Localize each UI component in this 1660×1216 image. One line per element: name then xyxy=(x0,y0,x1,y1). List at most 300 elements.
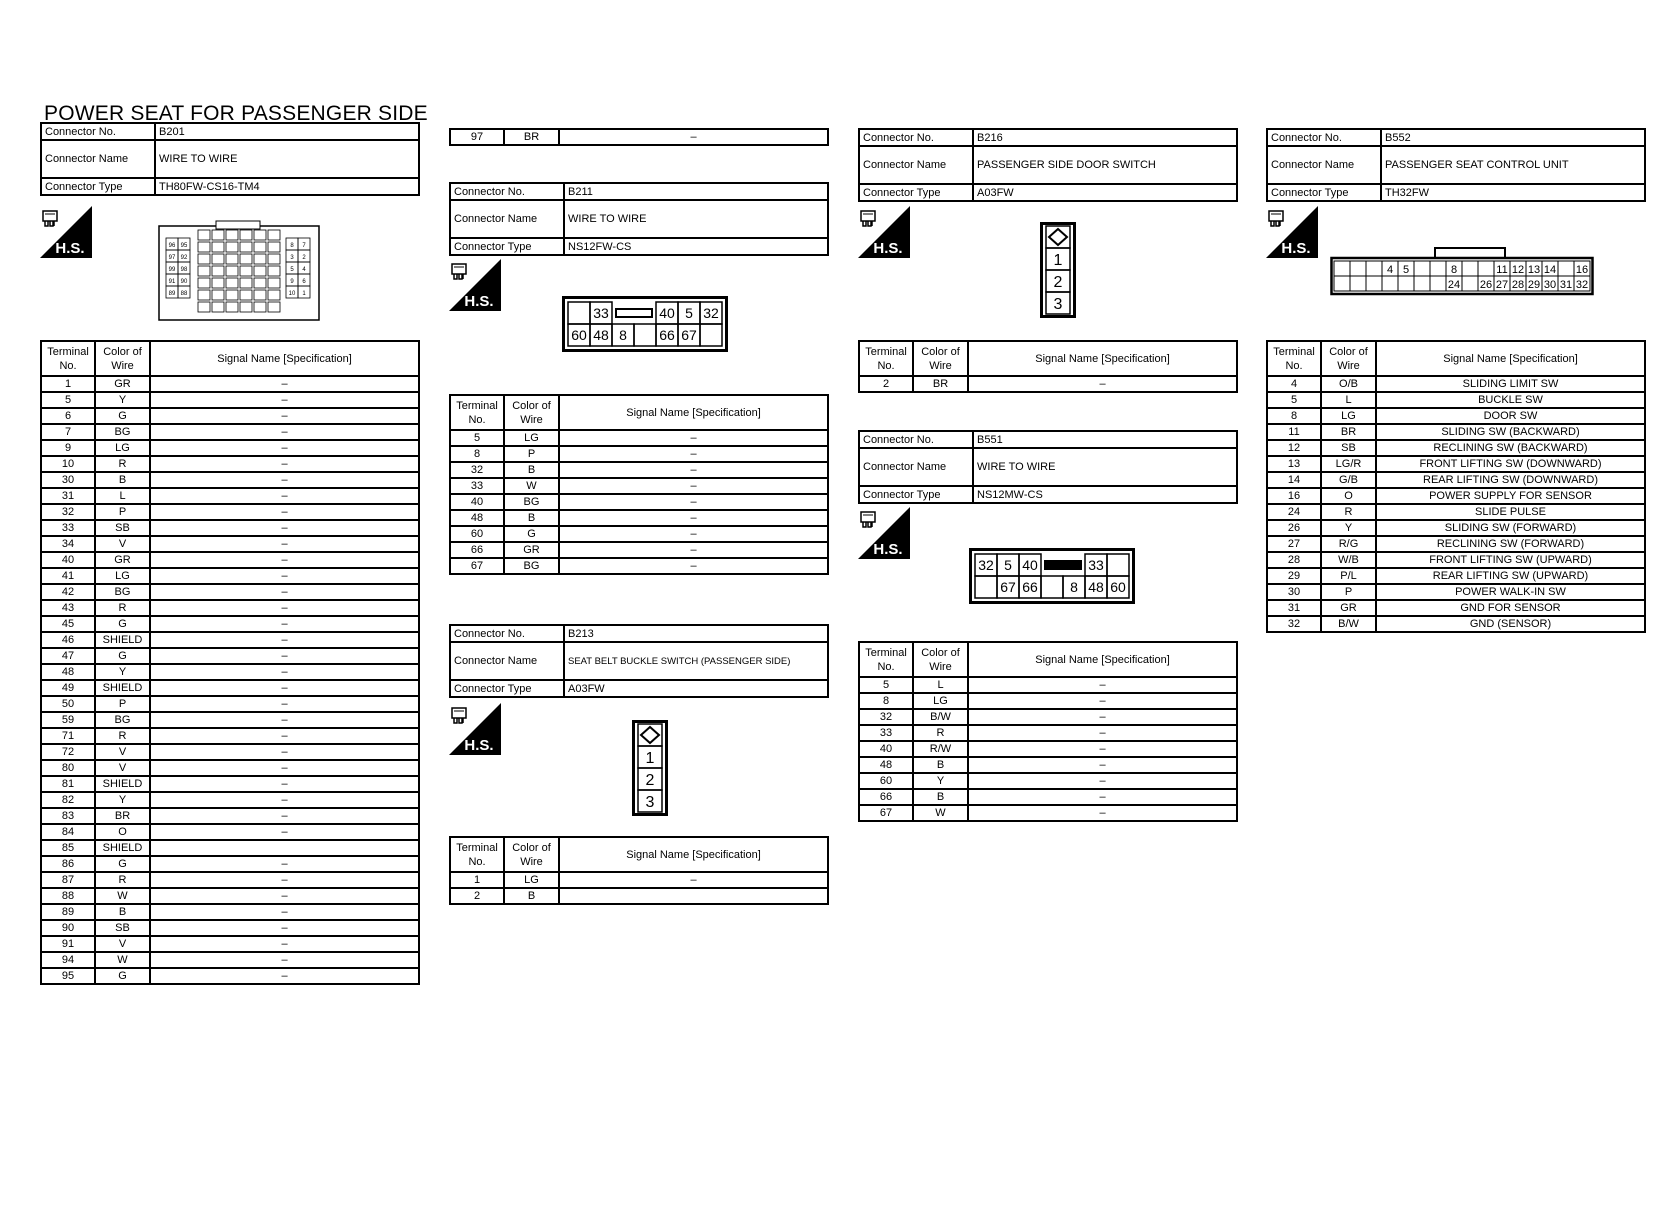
connector-type-value: TH80FW-CS16-TM4 xyxy=(155,178,419,195)
page-title: POWER SEAT FOR PASSENGER SIDE xyxy=(44,102,428,125)
wire-color-cell: R xyxy=(913,725,968,741)
table-row xyxy=(41,392,419,408)
header-color-of-wire: Color of Wire xyxy=(913,642,968,677)
signal-name-cell: – xyxy=(150,440,419,456)
hs-badge-label: H.S. xyxy=(1281,240,1311,257)
signal-name-cell: DOOR SW xyxy=(1376,408,1645,424)
terminal-no-cell: 94 xyxy=(41,952,95,968)
pin-label: 2 xyxy=(1053,274,1063,291)
pin-label: 89 xyxy=(168,291,176,297)
label-connector-name: Connector Name xyxy=(450,642,564,680)
wire-color-cell: B xyxy=(95,472,150,488)
pin-label: 12 xyxy=(1511,264,1525,276)
pin-label: 30 xyxy=(1543,279,1557,291)
pin-label: 3 xyxy=(645,794,655,811)
connector-no-value: B213 xyxy=(564,625,828,642)
connector-face-b213 xyxy=(632,720,668,816)
terminal-no-cell: 88 xyxy=(41,888,95,904)
wire-color-cell: LG xyxy=(95,568,150,584)
wire-color-cell: SHIELD xyxy=(95,776,150,792)
signal-name-cell: – xyxy=(559,446,828,462)
connector-name-value: SEAT BELT BUCKLE SWITCH (PASSENGER SIDE) xyxy=(564,642,828,680)
terminal-no-cell: 6 xyxy=(41,408,95,424)
terminal-no-cell: 95 xyxy=(41,968,95,984)
signal-name-cell: – xyxy=(150,616,419,632)
signal-name-cell: POWER WALK-IN SW xyxy=(1376,584,1645,600)
signal-name-cell: – xyxy=(150,600,419,616)
wire-color-cell: LG xyxy=(913,693,968,709)
wire-color-cell: BG xyxy=(95,712,150,728)
table-row xyxy=(1267,408,1645,424)
wire-color-cell: R xyxy=(1321,504,1376,520)
signal-name-cell: – xyxy=(559,526,828,542)
table-row xyxy=(41,408,419,424)
connector-no-value: B211 xyxy=(564,183,828,200)
wire-color-cell: R/W xyxy=(913,741,968,757)
table-row xyxy=(1267,520,1645,536)
table-row xyxy=(450,888,828,904)
table-row xyxy=(450,478,828,494)
signal-name-cell: – xyxy=(150,936,419,952)
header-terminal-no: Terminal No. xyxy=(859,341,913,376)
wire-color-cell: GR xyxy=(504,542,559,558)
pin-label: 5 xyxy=(1004,557,1012,573)
pin-label: 10 xyxy=(288,291,296,297)
table-row xyxy=(450,526,828,542)
signal-name-cell: – xyxy=(150,920,419,936)
terminal-no-cell: 16 xyxy=(1267,488,1321,504)
pin-label: 3 xyxy=(290,255,294,261)
wire-color-cell: L xyxy=(913,677,968,693)
table-row xyxy=(1267,456,1645,472)
connector-face-b211 xyxy=(562,296,728,352)
table-row xyxy=(450,872,828,888)
connector-info-table xyxy=(40,122,420,196)
wire-color-cell: R xyxy=(95,600,150,616)
wire-color-cell: W xyxy=(95,952,150,968)
wire-color-cell: BG xyxy=(504,494,559,510)
terminal-table-b211 xyxy=(449,394,829,575)
table-row xyxy=(859,709,1237,725)
signal-name-cell: GND FOR SENSOR xyxy=(1376,600,1645,616)
table-row xyxy=(41,920,419,936)
header-color-of-wire: Color of Wire xyxy=(504,837,559,872)
table-row xyxy=(41,952,419,968)
table-row xyxy=(1267,440,1645,456)
table-row xyxy=(859,741,1237,757)
signal-name-cell: – xyxy=(559,872,828,888)
wire-color-cell: W/B xyxy=(1321,552,1376,568)
table-row xyxy=(1267,488,1645,504)
table-row xyxy=(41,440,419,456)
terminal-no-cell: 32 xyxy=(450,462,504,478)
terminal-no-cell: 10 xyxy=(41,456,95,472)
connector-name-value: PASSENGER SEAT CONTROL UNIT xyxy=(1381,146,1645,184)
pin-label: 99 xyxy=(168,267,176,273)
pin-label: 33 xyxy=(1088,557,1104,573)
harness-side-icon xyxy=(449,703,501,755)
wire-color-cell: W xyxy=(95,888,150,904)
table-row xyxy=(859,725,1237,741)
table-row xyxy=(450,430,828,446)
wire-color-cell: BR xyxy=(913,376,968,392)
table-row xyxy=(1267,504,1645,520)
table-row xyxy=(41,760,419,776)
table-row xyxy=(859,757,1237,773)
pin-label: 8 xyxy=(1450,264,1458,276)
table-row xyxy=(41,456,419,472)
label-connector-name: Connector Name xyxy=(859,146,973,184)
table-row xyxy=(41,520,419,536)
signal-name-cell: – xyxy=(150,520,419,536)
signal-name-cell: – xyxy=(150,728,419,744)
wire-color-cell: R xyxy=(95,456,150,472)
header-terminal-no: Terminal No. xyxy=(450,395,504,430)
pin-label: 32 xyxy=(703,305,719,321)
terminal-no-cell: 49 xyxy=(41,680,95,696)
signal-name-cell: – xyxy=(968,376,1237,392)
signal-name-cell: – xyxy=(150,376,419,392)
signal-name-cell: – xyxy=(559,430,828,446)
terminal-no-cell: 82 xyxy=(41,792,95,808)
hs-badge-label: H.S. xyxy=(464,737,494,754)
terminal-no-cell: 5 xyxy=(450,430,504,446)
terminal-no-cell: 87 xyxy=(41,872,95,888)
hs-badge-label: H.S. xyxy=(55,240,85,257)
wire-color-cell: G xyxy=(95,856,150,872)
signal-name-cell: SLIDING SW (FORWARD) xyxy=(1376,520,1645,536)
wire-color-cell: GR xyxy=(1321,600,1376,616)
signal-name-cell: – xyxy=(150,872,419,888)
header-color-of-wire: Color of Wire xyxy=(504,395,559,430)
connector-name-value: WIRE TO WIRE xyxy=(973,448,1237,486)
connector-name-value: WIRE TO WIRE xyxy=(155,140,419,178)
wire-color-cell: BG xyxy=(504,558,559,574)
signal-name-cell: BUCKLE SW xyxy=(1376,392,1645,408)
wire-color-cell: B xyxy=(504,462,559,478)
terminal-no-cell: 2 xyxy=(859,376,913,392)
terminal-no-cell: 33 xyxy=(41,520,95,536)
pin-label: 60 xyxy=(571,327,587,343)
label-connector-no: Connector No. xyxy=(450,183,564,200)
wire-color-cell: B xyxy=(95,904,150,920)
wire-color-cell: G xyxy=(504,526,559,542)
terminal-table-b201-continued xyxy=(449,128,829,146)
signal-name-cell: GND (SENSOR) xyxy=(1376,616,1645,632)
table-row xyxy=(1267,392,1645,408)
table-row xyxy=(41,808,419,824)
label-connector-no: Connector No. xyxy=(859,431,973,448)
wire-color-cell: GR xyxy=(95,376,150,392)
label-connector-name: Connector Name xyxy=(450,200,564,238)
header-terminal-no: Terminal No. xyxy=(450,837,504,872)
wire-color-cell: R xyxy=(95,728,150,744)
table-row xyxy=(41,856,419,872)
pin-label: 1 xyxy=(302,291,306,297)
wire-color-cell: SB xyxy=(1321,440,1376,456)
pin-label: 1 xyxy=(1053,252,1063,269)
terminal-no-cell: 12 xyxy=(1267,440,1321,456)
header-terminal-no: Terminal No. xyxy=(41,341,95,376)
table-row xyxy=(41,776,419,792)
signal-name-cell: – xyxy=(559,478,828,494)
table-row xyxy=(450,558,828,574)
pin-label: 5 xyxy=(290,267,294,273)
pin-label: 66 xyxy=(659,327,675,343)
header-signal-name: Signal Name [Specification] xyxy=(1376,341,1645,376)
wire-color-cell: LG/R xyxy=(1321,456,1376,472)
wire-color-cell: LG xyxy=(504,872,559,888)
label-connector-type: Connector Type xyxy=(450,238,564,255)
signal-name-cell: – xyxy=(559,494,828,510)
wire-color-cell: B/W xyxy=(1321,616,1376,632)
signal-name-cell: – xyxy=(968,693,1237,709)
terminal-table-b213 xyxy=(449,836,829,905)
wire-color-cell: Y xyxy=(913,773,968,789)
signal-name-cell: – xyxy=(968,789,1237,805)
label-connector-type: Connector Type xyxy=(41,178,155,195)
hs-badge-label: H.S. xyxy=(464,293,494,310)
terminal-table-b201 xyxy=(40,340,420,985)
connector-b201 xyxy=(40,122,420,196)
pin-label: 14 xyxy=(1543,264,1557,276)
pin-label: 5 xyxy=(685,305,693,321)
signal-name-cell: – xyxy=(150,568,419,584)
hs-badge-label: H.S. xyxy=(873,541,903,558)
wire-color-cell: SHIELD xyxy=(95,632,150,648)
signal-name-cell: – xyxy=(559,129,828,145)
wire-color-cell: R/G xyxy=(1321,536,1376,552)
terminal-no-cell: 47 xyxy=(41,648,95,664)
terminal-no-cell: 81 xyxy=(41,776,95,792)
table-row xyxy=(41,472,419,488)
wire-color-cell: Y xyxy=(1321,520,1376,536)
table-row xyxy=(41,888,419,904)
connector-type-value: A03FW xyxy=(973,184,1237,201)
signal-name-cell: SLIDING LIMIT SW xyxy=(1376,376,1645,392)
pin-label: 28 xyxy=(1511,279,1525,291)
signal-name-cell: – xyxy=(150,760,419,776)
connector-name-value: WIRE TO WIRE xyxy=(564,200,828,238)
pin-label: 4 xyxy=(1386,264,1394,276)
terminal-no-cell: 27 xyxy=(1267,536,1321,552)
pin-label: 33 xyxy=(593,305,609,321)
wire-color-cell: GR xyxy=(95,552,150,568)
table-row xyxy=(41,488,419,504)
connector-no-value: B551 xyxy=(973,431,1237,448)
terminal-no-cell: 1 xyxy=(41,376,95,392)
signal-name-cell: RECLINING SW (BACKWARD) xyxy=(1376,440,1645,456)
terminal-no-cell: 59 xyxy=(41,712,95,728)
signal-name-cell: – xyxy=(968,725,1237,741)
wire-color-cell: G xyxy=(95,968,150,984)
connector-b216 xyxy=(858,128,1238,202)
pin-label: 13 xyxy=(1527,264,1541,276)
header-color-of-wire: Color of Wire xyxy=(95,341,150,376)
terminal-no-cell: 41 xyxy=(41,568,95,584)
signal-name-cell: RECLINING SW (FORWARD) xyxy=(1376,536,1645,552)
wire-color-cell: G/B xyxy=(1321,472,1376,488)
terminal-no-cell: 32 xyxy=(41,504,95,520)
wire-color-cell: G xyxy=(95,648,150,664)
wire-color-cell: G xyxy=(95,616,150,632)
signal-name-cell: – xyxy=(150,904,419,920)
terminal-table-b216 xyxy=(858,340,1238,393)
pin-label: 48 xyxy=(1088,579,1104,595)
wire-color-cell: Y xyxy=(95,392,150,408)
terminal-no-cell: 67 xyxy=(450,558,504,574)
connector-no-value: B216 xyxy=(973,129,1237,146)
pin-label: 88 xyxy=(180,291,188,297)
table-row xyxy=(450,462,828,478)
table-row xyxy=(41,728,419,744)
terminal-no-cell: 8 xyxy=(1267,408,1321,424)
signal-name-cell: – xyxy=(150,632,419,648)
table-row xyxy=(41,536,419,552)
connector-face-b201 xyxy=(158,220,320,322)
signal-name-cell: FRONT LIFTING SW (DOWNWARD) xyxy=(1376,456,1645,472)
table-row xyxy=(41,632,419,648)
harness-side-icon xyxy=(858,507,910,559)
terminal-no-cell: 26 xyxy=(1267,520,1321,536)
terminal-no-cell: 11 xyxy=(1267,424,1321,440)
terminal-no-cell: 40 xyxy=(41,552,95,568)
wire-color-cell: Y xyxy=(95,792,150,808)
table-row xyxy=(450,494,828,510)
table-row xyxy=(859,805,1237,821)
table-row xyxy=(41,664,419,680)
terminal-table-b552 xyxy=(1266,340,1646,633)
terminal-no-cell: 2 xyxy=(450,888,504,904)
connector-b552 xyxy=(1266,128,1646,202)
connector-b551 xyxy=(858,430,1238,504)
pin-label: 96 xyxy=(168,243,176,249)
harness-side-icon xyxy=(449,259,501,311)
wire-color-cell: W xyxy=(913,805,968,821)
terminal-no-cell: 5 xyxy=(1267,392,1321,408)
table-row xyxy=(41,744,419,760)
wire-color-cell: BR xyxy=(95,808,150,824)
signal-name-cell: – xyxy=(559,510,828,526)
wire-color-cell: SHIELD xyxy=(95,680,150,696)
harness-side-icon xyxy=(40,206,92,258)
terminal-no-cell: 90 xyxy=(41,920,95,936)
pin-label: 90 xyxy=(180,279,188,285)
connector-no-value: B552 xyxy=(1381,129,1645,146)
terminal-no-cell: 67 xyxy=(859,805,913,821)
label-connector-no: Connector No. xyxy=(1267,129,1381,146)
pin-label: 48 xyxy=(593,327,609,343)
terminal-no-cell: 48 xyxy=(41,664,95,680)
terminal-no-cell: 89 xyxy=(41,904,95,920)
terminal-no-cell: 66 xyxy=(859,789,913,805)
signal-name-cell: – xyxy=(150,808,419,824)
terminal-no-cell: 66 xyxy=(450,542,504,558)
header-color-of-wire: Color of Wire xyxy=(1321,341,1376,376)
terminal-no-cell: 4 xyxy=(1267,376,1321,392)
wire-color-cell: L xyxy=(95,488,150,504)
signal-name-cell: – xyxy=(150,504,419,520)
signal-name-cell: – xyxy=(559,558,828,574)
header-terminal-no: Terminal No. xyxy=(1267,341,1321,376)
table-row xyxy=(859,376,1237,392)
table-row xyxy=(1267,616,1645,632)
table-row xyxy=(41,648,419,664)
wire-color-cell: Y xyxy=(95,664,150,680)
signal-name-cell: – xyxy=(968,709,1237,725)
table-row xyxy=(41,584,419,600)
terminal-no-cell: 32 xyxy=(859,709,913,725)
signal-name-cell: – xyxy=(150,456,419,472)
table-row xyxy=(41,552,419,568)
terminal-no-cell: 48 xyxy=(450,510,504,526)
signal-name-cell: – xyxy=(150,536,419,552)
pin-label: 9 xyxy=(290,279,294,285)
wire-color-cell: W xyxy=(504,478,559,494)
terminal-no-cell: 46 xyxy=(41,632,95,648)
pin-label: 26 xyxy=(1479,279,1493,291)
wire-color-cell: V xyxy=(95,760,150,776)
wire-color-cell: BR xyxy=(504,129,559,145)
signal-name-cell: – xyxy=(150,952,419,968)
table-row xyxy=(859,677,1237,693)
signal-name-cell xyxy=(559,888,828,904)
table-row xyxy=(41,680,419,696)
terminal-no-cell: 9 xyxy=(41,440,95,456)
signal-name-cell: – xyxy=(150,792,419,808)
pin-label: 2 xyxy=(645,772,655,789)
harness-side-icon xyxy=(858,206,910,258)
table-row xyxy=(41,504,419,520)
wire-color-cell: P/L xyxy=(1321,568,1376,584)
header-color-of-wire: Color of Wire xyxy=(913,341,968,376)
terminal-no-cell: 30 xyxy=(1267,584,1321,600)
terminal-no-cell: 5 xyxy=(859,677,913,693)
label-connector-type: Connector Type xyxy=(1267,184,1381,201)
pin-label: 32 xyxy=(1575,279,1589,291)
table-row xyxy=(1267,376,1645,392)
pin-label: 67 xyxy=(1000,579,1016,595)
terminal-no-cell: 5 xyxy=(41,392,95,408)
signal-name-cell: – xyxy=(150,776,419,792)
table-row xyxy=(41,936,419,952)
wire-color-cell: SHIELD xyxy=(95,840,150,856)
label-connector-no: Connector No. xyxy=(859,129,973,146)
terminal-no-cell: 31 xyxy=(1267,600,1321,616)
terminal-no-cell: 80 xyxy=(41,760,95,776)
pin-label: 8 xyxy=(1070,579,1078,595)
header-signal-name: Signal Name [Specification] xyxy=(968,341,1237,376)
header-signal-name: Signal Name [Specification] xyxy=(968,642,1237,677)
table-row xyxy=(859,773,1237,789)
label-connector-no: Connector No. xyxy=(450,625,564,642)
terminal-no-cell: 48 xyxy=(859,757,913,773)
terminal-no-cell: 1 xyxy=(450,872,504,888)
terminal-no-cell: 91 xyxy=(41,936,95,952)
signal-name-cell: – xyxy=(150,472,419,488)
wire-color-cell: P xyxy=(95,696,150,712)
signal-name-cell: REAR LIFTING SW (UPWARD) xyxy=(1376,568,1645,584)
wire-color-cell: B xyxy=(913,757,968,773)
terminal-no-cell: 60 xyxy=(450,526,504,542)
pin-label: 1 xyxy=(645,750,655,767)
terminal-no-cell: 43 xyxy=(41,600,95,616)
terminal-no-cell: 84 xyxy=(41,824,95,840)
signal-name-cell: SLIDE PULSE xyxy=(1376,504,1645,520)
pin-label: 98 xyxy=(180,267,188,273)
wire-color-cell: BG xyxy=(95,584,150,600)
signal-name-cell: – xyxy=(968,741,1237,757)
